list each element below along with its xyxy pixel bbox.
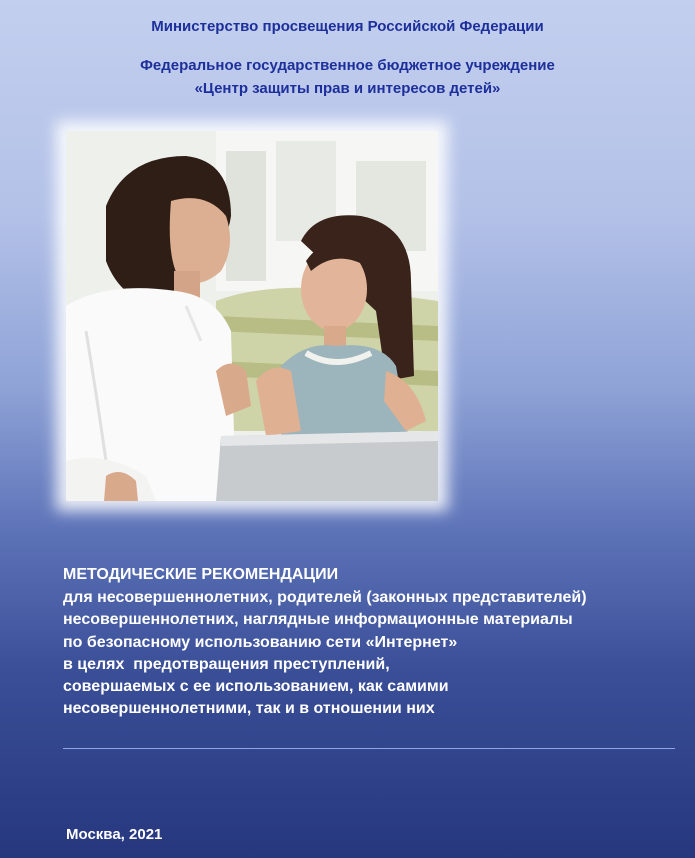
institution-name: «Центр защиты прав и интересов детей»: [194, 80, 501, 97]
divider-line: [63, 748, 675, 749]
title-line: совершаемых с ее использованием, как самими: [63, 678, 449, 696]
ministry-name: Министерство просвещения Российской Федерации: [151, 18, 544, 35]
title-line: несовершеннолетними, так и в отношении них: [63, 700, 435, 718]
cover-photo: [66, 131, 438, 501]
title-line: в целях предотвращения преступлений,: [63, 655, 390, 673]
city-year: Москва, 2021: [66, 826, 163, 843]
document-title: [63, 563, 683, 721]
title-line: по безопасному использованию сети «Интернет»: [63, 633, 458, 651]
title-line: для несовершеннолетних, родителей (законных представителей): [63, 589, 587, 606]
title-main: МЕТОДИЧЕСКИЕ РЕКОМЕНДАЦИИ: [63, 566, 339, 583]
institution-type: Федеральное государственное бюджетное учреждение: [140, 57, 555, 74]
mother-daughter-photo-icon: [66, 131, 438, 501]
title-line: несовершеннолетних, наглядные информационные материалы: [63, 611, 573, 629]
